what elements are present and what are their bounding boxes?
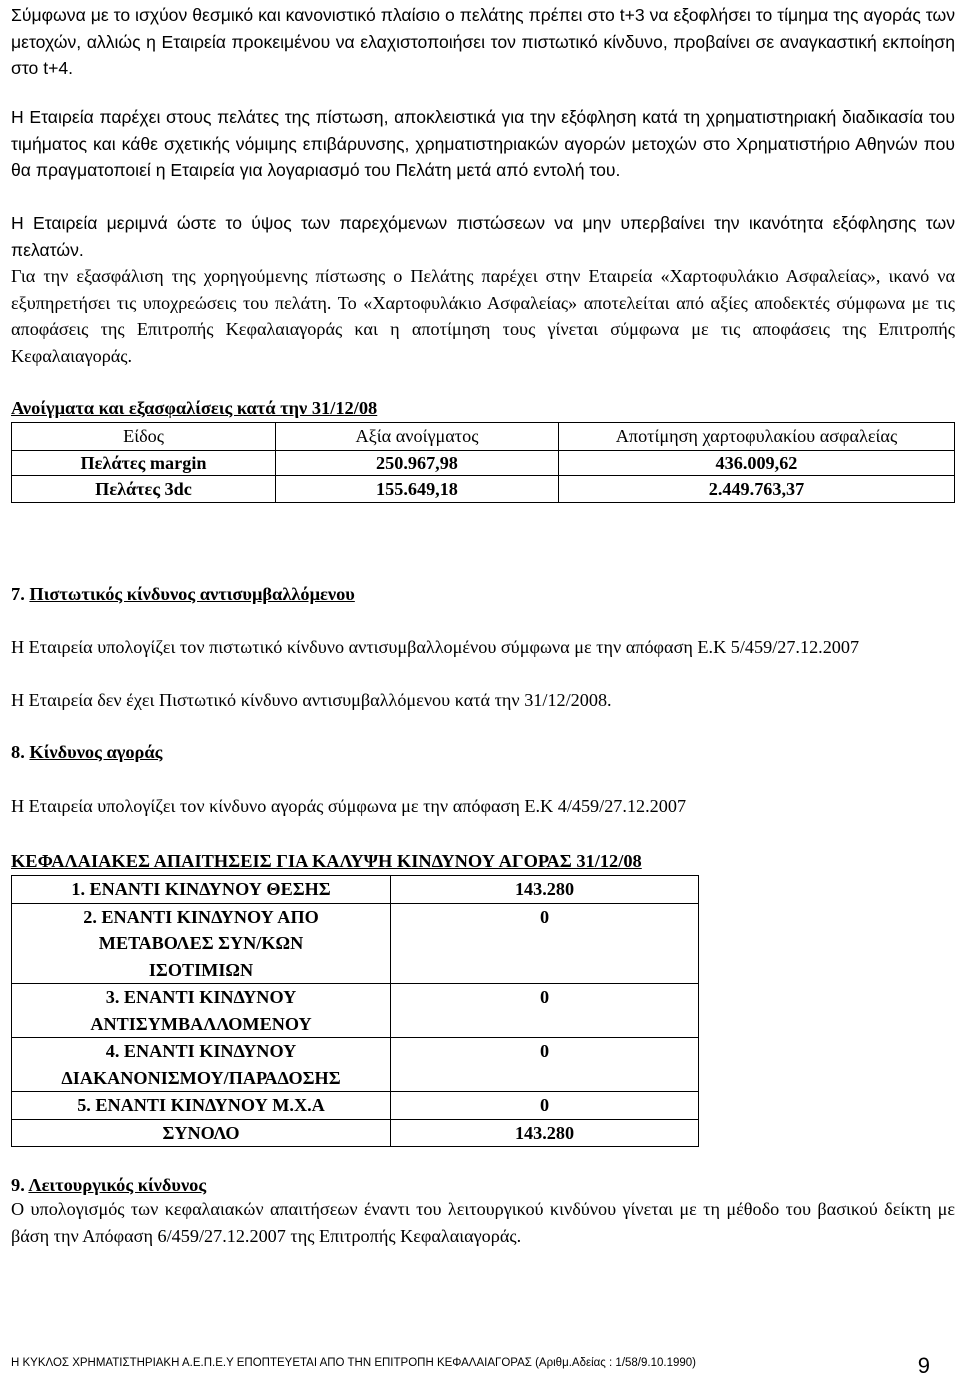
table-cell: 436.009,62 — [558, 451, 954, 476]
capital-table-title: ΚΕΦΑΛΑΙΑΚΕΣ ΑΠΑΙΤΗΣΕΙΣ ΓΙΑ ΚΑΛΥΨΗ ΚΙΝΔΥΝΟΥ ΑΓΟΡΑΣ 31/12/08 — [11, 851, 642, 871]
intro-paragraph-4: Για την εξασφάλιση της χορηγούμενης πίστωσης ο Πελάτης παρέχει στην Εταιρεία «Χαρτοφυλάκιο Ασφαλείας», ικανό να εξυπηρετήσει τις υποχρεώσεις του πελάτη. Το «Χαρτοφυλάκιο Ασφαλείας» αποτελείται από αξίες αποδεκτές σύμφωνα με τις αποφάσεις της Επιτροπής Κεφαλαιαγοράς και η αποτίμηση τους γίνεται σύμφωνα με τις αποφάσεις της Επιτροπής Κεφαλαιαγοράς. — [11, 266, 955, 366]
page-footer: Η ΚΥΚΛΟΣ ΧΡΗΜΑΤΙΣΤΗΡΙΑΚΗ Α.Ε.Π.Ε.Υ ΕΠΟΠΤΕΥΕΤΑΙ ΑΠΟ ΤΗΝ ΕΠΙΤΡΟΠΗ ΚΕΦΑΛΑΙΑΓΟΡΑΣ (Αριθμ.Αδείας : 1/58/9.10.1990) — [11, 1357, 696, 1369]
table-cell: 5. ΕΝΑΝΤΙ ΚΙΝΔΥΝΟΥ Μ.Χ.Α — [12, 1092, 391, 1120]
table-cell: 2.449.763,37 — [558, 476, 954, 503]
section-7-paragraph-1: Η Εταιρεία υπολογίζει τον πιστωτικό κίνδυνο αντισυμβαλλομένου σύμφωνα με την απόφαση Ε.Κ 5/459/27.12.2007 — [11, 637, 860, 657]
table-row — [12, 903, 699, 984]
table-row — [12, 1119, 699, 1147]
intro-paragraph-3: Η Εταιρεία μεριμνά ώστε το ύψος των παρεχόμενων πιστώσεων να μην υπερβαίνει την ικανότητα εξόφλησης των πελατών. — [11, 213, 955, 260]
margin-table-header: Είδος — [12, 423, 276, 451]
margin-table — [11, 422, 955, 503]
margin-table-title: Ανοίγματα και εξασφαλίσεις κατά την 31/12/08 — [11, 398, 378, 418]
section-number: 9. — [11, 1175, 25, 1195]
section-number: 7. — [11, 584, 25, 604]
table-row — [12, 984, 699, 1038]
table-cell: 0 — [391, 1092, 699, 1120]
margin-table-header: Αποτίμηση χαρτοφυλακίου ασφαλείας — [558, 423, 954, 451]
table-cell: Πελάτες margin — [12, 451, 276, 476]
table-cell: 143.280 — [391, 1119, 699, 1147]
intro-paragraph-2: Η Εταιρεία παρέχει στους πελάτες της πίστωση, αποκλειστικά για την εξόφληση κατά τη χρηματιστηριακή διαδικασία του τιμήματος και κάθε σχετικής νόμιμης επιβάρυνσης, χρηματιστηριακών αγορών μετοχών στο Χρηματιστήριο Αθηνών που θα πραγματοποιεί η Εταιρεία για λογαριασμό του Πελάτη μετά από εντολή του. — [11, 107, 955, 180]
section-9-paragraph-1: Ο υπολογισμός των κεφαλαιακών απαιτήσεων έναντι του λειτουργικού κινδύνου γίνεται με τη μέθοδο του βασικού δείκτη με βάση την Απόφαση 6/459/27.12.2007 της Επιτροπής Κεφαλαιαγοράς. — [11, 1199, 955, 1246]
intro-paragraph-1: Σύμφωνα με το ισχύον θεσμικό και κανονιστικό πλαίσιο ο πελάτης πρέπει στο t+3 να εξοφλήσει το τίμημα της αγοράς των μετοχών, αλλιώς η Εταιρεία προκειμένου να ελαχιστοποιήσει τον πιστωτικό κίνδυνο, προβαίνει σε αναγκαστική εκποίηση στο t+4. — [11, 5, 955, 78]
section-8-heading — [11, 740, 162, 764]
table-cell: 4. ΕΝΑΝΤΙ ΚΙΝΔΥΝΟΥ ΔΙΑΚΑΝΟΝΙΣΜΟΥ/ΠΑΡΑΔΟΣΗΣ — [12, 1038, 391, 1092]
table-cell: 155.649,18 — [276, 476, 559, 503]
section-7-heading — [11, 582, 355, 606]
table-row — [12, 1092, 699, 1120]
section-title: Λειτουργικός κίνδυνος — [28, 1175, 207, 1195]
section-7-paragraph-2: Η Εταιρεία δεν έχει Πιστωτικό κίνδυνο αντισυμβαλλόμενου κατά την 31/12/2008. — [11, 690, 612, 710]
table-cell: 0 — [391, 903, 699, 984]
table-row — [12, 451, 955, 476]
margin-table-header: Αξία ανοίγματος — [276, 423, 559, 451]
table-cell: 1. ΕΝΑΝΤΙ ΚΙΝΔΥΝΟΥ ΘΕΣΗΣ — [12, 876, 391, 904]
capital-table — [11, 875, 699, 1147]
table-row — [12, 876, 699, 904]
table-row — [12, 476, 955, 503]
margin-table-header-row — [12, 423, 955, 451]
table-cell: Πελάτες 3dc — [12, 476, 276, 503]
table-cell: 2. ΕΝΑΝΤΙ ΚΙΝΔΥΝΟΥ ΑΠΟ ΜΕΤΑΒΟΛΕΣ ΣΥΝ/ΚΩΝ ΙΣΟΤΙΜΙΩΝ — [12, 903, 391, 984]
table-cell: 250.967,98 — [276, 451, 559, 476]
table-cell: 0 — [391, 984, 699, 1038]
table-cell: 143.280 — [391, 876, 699, 904]
section-9-heading — [11, 1173, 206, 1197]
section-8-paragraph-1: Η Εταιρεία υπολογίζει τον κίνδυνο αγοράς σύμφωνα με την απόφαση Ε.Κ 4/459/27.12.2007 — [11, 796, 687, 816]
section-number: 8. — [11, 742, 25, 762]
section-title: Κίνδυνος αγοράς — [29, 742, 163, 762]
table-cell: 0 — [391, 1038, 699, 1092]
table-row — [12, 1038, 699, 1092]
page-number: 9 — [917, 1353, 930, 1378]
section-title: Πιστωτικός κίνδυνος αντισυμβαλλόμενου — [29, 584, 355, 604]
table-cell: 3. ΕΝΑΝΤΙ ΚΙΝΔΥΝΟΥ ΑΝΤΙΣΥΜΒΑΛΛΟΜΕΝΟΥ — [12, 984, 391, 1038]
table-cell: ΣΥΝΟΛΟ — [12, 1119, 391, 1147]
